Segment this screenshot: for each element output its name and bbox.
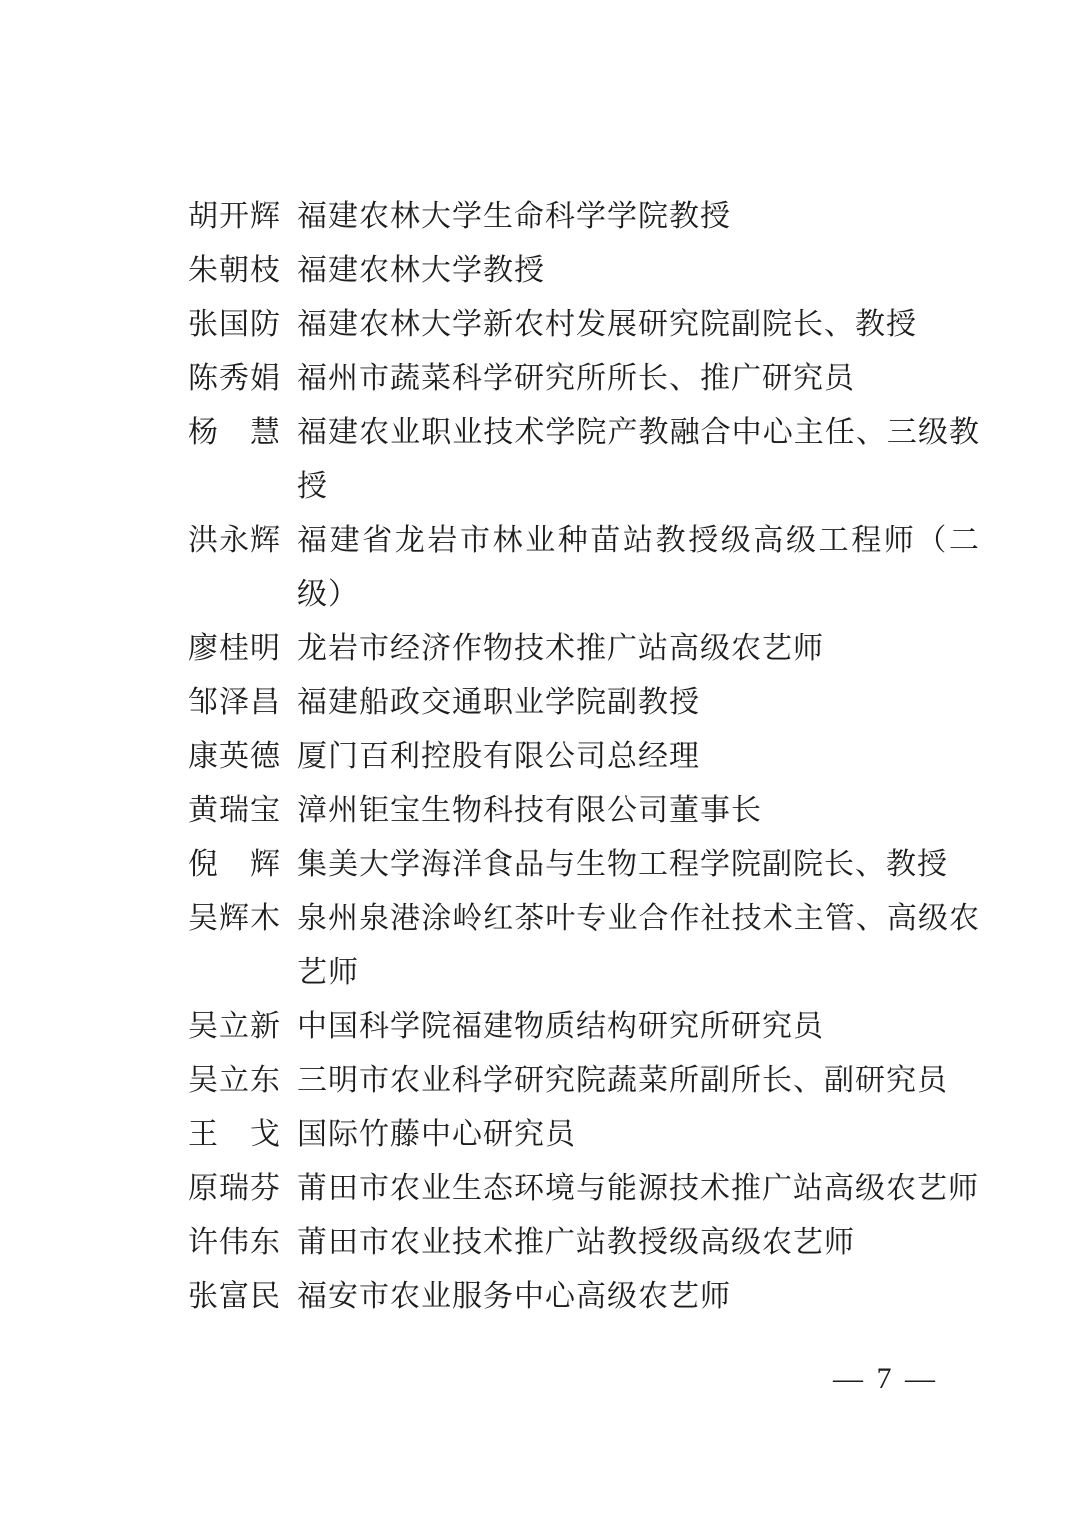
person-name: 黄瑞宝 — [188, 794, 281, 827]
person-name: 廖桂明 — [188, 632, 281, 665]
person-name: 洪永辉 — [188, 524, 281, 557]
person-name: 王 戈 — [188, 1118, 281, 1151]
person-title: 福建船政交通职业学院副教授 — [297, 686, 700, 719]
person-title: 莆田市农业技术推广站教授级高级农艺师 — [297, 1226, 855, 1259]
person-title: 泉州泉港涂岭红茶叶专业合作社技术主管、高级农艺师 — [297, 902, 980, 989]
person-title: 福建农林大学教授 — [297, 254, 545, 287]
person-title: 厦门百利控股有限公司总经理 — [297, 740, 700, 773]
person-name: 倪 辉 — [188, 848, 281, 881]
person-title: 漳州钜宝生物科技有限公司董事长 — [297, 794, 762, 827]
list-item — [188, 1216, 983, 1270]
person-title: 集美大学海洋食品与生物工程学院副院长、教授 — [297, 848, 948, 881]
person-name: 邹泽昌 — [188, 686, 281, 719]
person-title: 福建农林大学新农村发展研究院副院长、教授 — [297, 308, 917, 341]
appointment-list — [188, 190, 983, 1324]
person-name: 吴立东 — [188, 1064, 281, 1097]
list-item — [188, 730, 983, 784]
person-title: 国际竹藤中心研究员 — [297, 1118, 576, 1151]
list-item — [188, 352, 983, 406]
person-title: 莆田市农业生态环境与能源技术推广站高级农艺师 — [297, 1172, 979, 1205]
person-title: 福建农业职业技术学院产教融合中心主任、三级教授 — [297, 416, 980, 503]
list-item — [188, 406, 983, 514]
person-name: 杨 慧 — [188, 416, 281, 449]
person-title: 福安市农业服务中心高级农艺师 — [297, 1280, 731, 1313]
person-name: 原瑞芬 — [188, 1172, 281, 1205]
person-title: 中国科学院福建物质结构研究所研究员 — [297, 1010, 824, 1043]
list-item — [188, 892, 983, 1000]
person-title: 龙岩市经济作物技术推广站高级农艺师 — [297, 632, 824, 665]
page-number: — 7 — — [833, 1362, 938, 1395]
list-item — [188, 1054, 983, 1108]
list-item — [188, 838, 983, 892]
list-item — [188, 1000, 983, 1054]
person-name: 朱朝枝 — [188, 254, 281, 287]
person-title: 福建农林大学生命科学学院教授 — [297, 200, 731, 233]
list-item — [188, 1162, 983, 1216]
list-item — [188, 1270, 983, 1324]
person-name: 张富民 — [188, 1280, 281, 1313]
list-item — [188, 1108, 983, 1162]
person-name: 康英德 — [188, 740, 281, 773]
list-item — [188, 676, 983, 730]
list-item — [188, 514, 983, 622]
person-name: 吴辉木 — [188, 902, 281, 935]
list-item — [188, 298, 983, 352]
person-title: 福州市蔬菜科学研究所所长、推广研究员 — [297, 362, 855, 395]
person-name: 陈秀娟 — [188, 362, 281, 395]
list-item — [188, 190, 983, 244]
person-title: 三明市农业科学研究院蔬菜所副所长、副研究员 — [297, 1064, 948, 1097]
list-item — [188, 784, 983, 838]
person-name: 许伟东 — [188, 1226, 281, 1259]
person-name: 吴立新 — [188, 1010, 281, 1043]
person-name: 张国防 — [188, 308, 281, 341]
person-title: 福建省龙岩市林业种苗站教授级高级工程师（二级） — [297, 524, 980, 611]
list-item — [188, 622, 983, 676]
person-name: 胡开辉 — [188, 200, 281, 233]
list-item — [188, 244, 983, 298]
